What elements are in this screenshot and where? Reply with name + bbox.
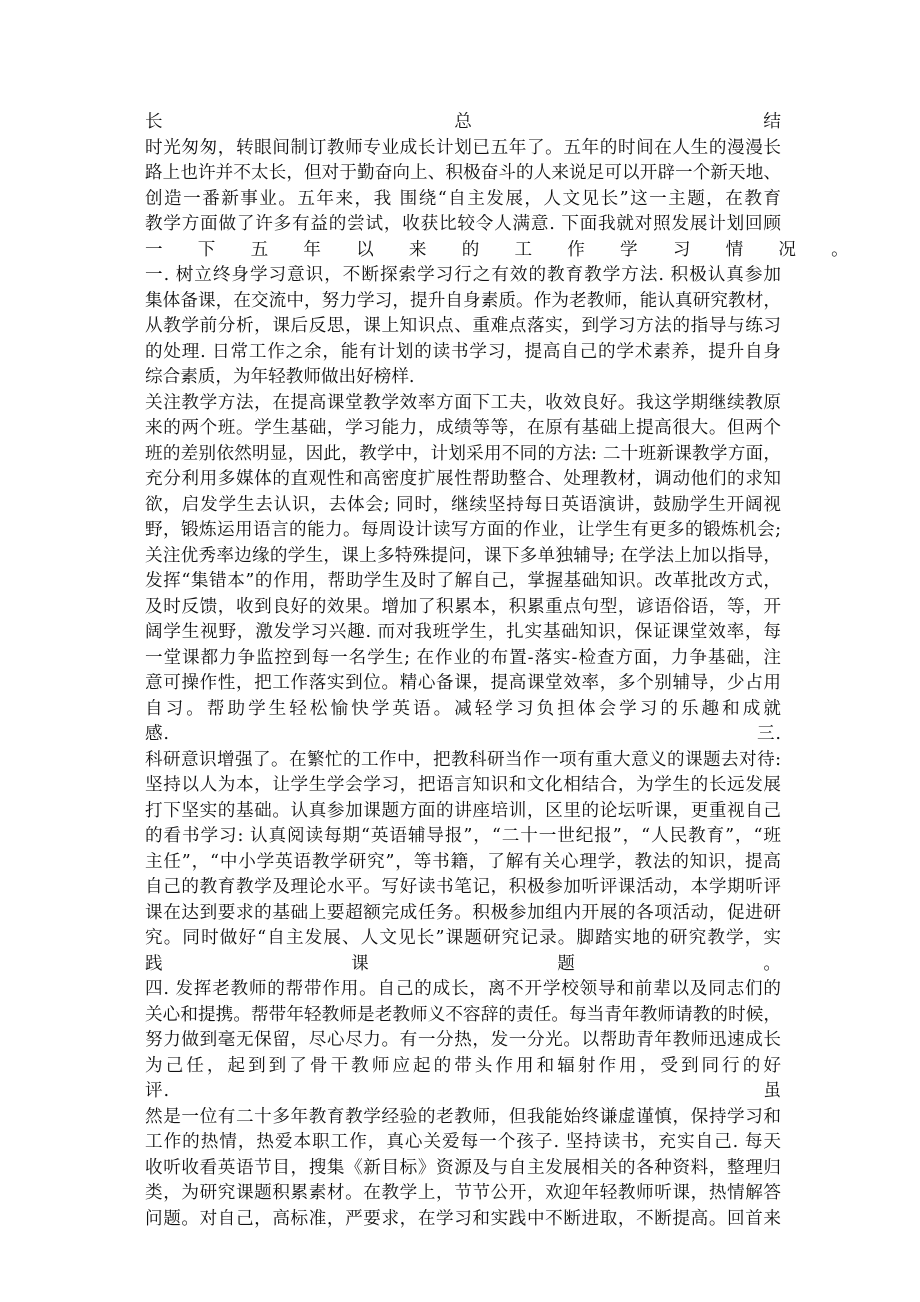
text-line: 来的两个班。学生基础，学习能力，成绩等等，在原有基础上提高很大。但两个 <box>145 418 781 438</box>
text-line: 课在达到要求的基础上要超额完成任务。积极参加组内开展的各项活动，促进研 <box>145 902 781 923</box>
text-line: 类，为研究课题积累素材。在教学上，节节公开，欢迎年轻教师听课，热情解答 <box>145 1183 781 1203</box>
heading-line: 长 总 结 <box>145 112 781 132</box>
text-line: 工作的热情，热爱本职工作，真心关爱每一个孩子. 坚持读书，充实自己. 每天 <box>145 1132 781 1152</box>
text-line: 努力做到毫无保留，尽心尽力。有一分热，发一分光。以帮助青年教师迅速成长 <box>145 1030 781 1050</box>
text-line: 的处理. 日常工作之余，能有计划的读书学习，提高自己的学术素养，提升自身 <box>145 341 781 362</box>
text-line: 问题。对自己，高标准，严要求，在学习和实践中不断进取，不断提高。回首来 <box>145 1208 781 1229</box>
text-line: 收听收看英语节目，搜集《新目标》资源及与自主发展相关的各种资料，整理归 <box>145 1157 781 1178</box>
text-line: 究。同时做好“自主发展、人文见长”课题研究记录。脚踏实地的研究教学，实 <box>145 928 781 948</box>
text-line: 的看书学习: 认真阅读每期“英语辅导报”，“二十一世纪报”，“人民教育”，“班 <box>145 826 781 846</box>
text-line: 四. 发挥老教师的帮带作用。自己的成长，离不开学校领导和前辈以及同志们的 <box>145 979 781 999</box>
text-line: 主任”，“中小学英语教学研究”，等书籍，了解有关心理学，教法的知识，提高 <box>145 851 781 872</box>
text-line: 集体备课，在交流中，努力学习，提升自身素质。作为老教师，能认真研究教材， <box>145 290 781 311</box>
text-line: 然是一位有二十多年教育教学经验的老教师，但我能始终谦虚谨慎，保持学习和 <box>145 1106 781 1127</box>
text-line: 关注优秀率边缘的学生，课上多特殊提问，课下多单独辅导; 在学法上加以指导， <box>145 545 781 566</box>
text-line: 关心和提携。帮带年轻教师是老教师义不容辞的责任。每当青年教师请教的时候， <box>145 1004 781 1025</box>
text-line: 及时反馈，收到良好的效果。增加了积累本，积累重点句型，谚语俗语，等，开 <box>145 596 781 617</box>
text-line: 综合素质，为年轻教师做出好榜样. <box>145 367 415 387</box>
text-line: 野，锻炼运用语言的能力。每周设计读写方面的作业，让学生有更多的锻炼机会; <box>145 520 781 540</box>
text-line: 时光匆匆，转眼间制订教师专业成长计划已五年了。五年的时间在人生的漫漫长 <box>145 137 781 158</box>
text-line: 践 课 题 。 <box>145 953 781 974</box>
text-line: 自己的教育教学及理论水平。写好读书笔记，积极参加听评课活动，本学期听评 <box>145 877 781 897</box>
text-line: 班的差别依然明显，因此，教学中，计划采用不同的方法: 二十班新课教学方面， <box>145 443 781 464</box>
text-line: 自习。帮助学生轻松愉快学英语。减轻学习负担体会学习的乐趣和成就 <box>145 698 781 719</box>
text-line: 欲，启发学生去认识，去体会; 同时，继续坚持每日英语演讲，鼓励学生开阔视 <box>145 494 781 515</box>
text-line: 一堂课都力争监控到每一名学生; 在作业的布置-落实-检查方面，力争基础，注 <box>145 647 781 668</box>
text-line: 从教学前分析，课后反思，课上知识点、重难点落实，到学习方法的指导与练习 <box>145 316 781 336</box>
text-line: 为己任，起到到了骨干教师应起的带头作用和辐射作用，受到同行的好 <box>145 1055 781 1076</box>
text-line: 意可操作性，把工作落实到位。精心备课，提高课堂效率，多个别辅导，少占用 <box>145 673 781 693</box>
text-line: 打下坚实的基础。认真参加课题方面的讲座培训，区里的论坛听课，更重视自己 <box>145 800 781 821</box>
text-line: 路上也许并不太长，但对于勤奋向上、积极奋斗的人来说足可以开辟一个新天地、 <box>145 163 781 183</box>
text-line: 创造一番新事业。五年来，我 围绕“自主发展，人文见长”这一主题，在教育 <box>145 188 781 209</box>
text-line: 科研意识增强了。在繁忙的工作中，把教科研当作一项有重大意义的课题去对待: <box>145 749 781 770</box>
text-line: 评. 虽 <box>145 1081 781 1101</box>
text-line: 一. 树立终身学习意识，不断探索学习行之有效的教育教学方法. 积极认真参加 <box>145 265 781 285</box>
text-line: 感. 三. <box>145 724 781 744</box>
text-line: 教学方面做了许多有益的尝试，收获比较令人满意. 下面我就对照发展计划回顾 <box>145 214 781 234</box>
text-line: 关注教学方法，在提高课堂教学效率方面下工夫，收效良好。我这学期继续教原 <box>145 392 781 413</box>
document-body <box>145 110 849 1232</box>
text-line: 一 下 五 年 以 来 的 工 作 学 习 情 况 。 <box>145 239 849 260</box>
text-line: 充分利用多媒体的直观性和高密度扩展性帮助整合、处理教材，调动他们的求知 <box>145 469 781 489</box>
text-line: 坚持以人为本，让学生学会学习，把语言知识和文化相结合，为学生的长远发展 <box>145 775 781 795</box>
text-line: 阔学生视野，激发学习兴趣. 而对我班学生，扎实基础知识，保证课堂效率，每 <box>145 622 781 642</box>
text-line: 发挥“集错本”的作用，帮助学生及时了解自己，掌握基础知识。改革批改方式， <box>145 571 781 591</box>
